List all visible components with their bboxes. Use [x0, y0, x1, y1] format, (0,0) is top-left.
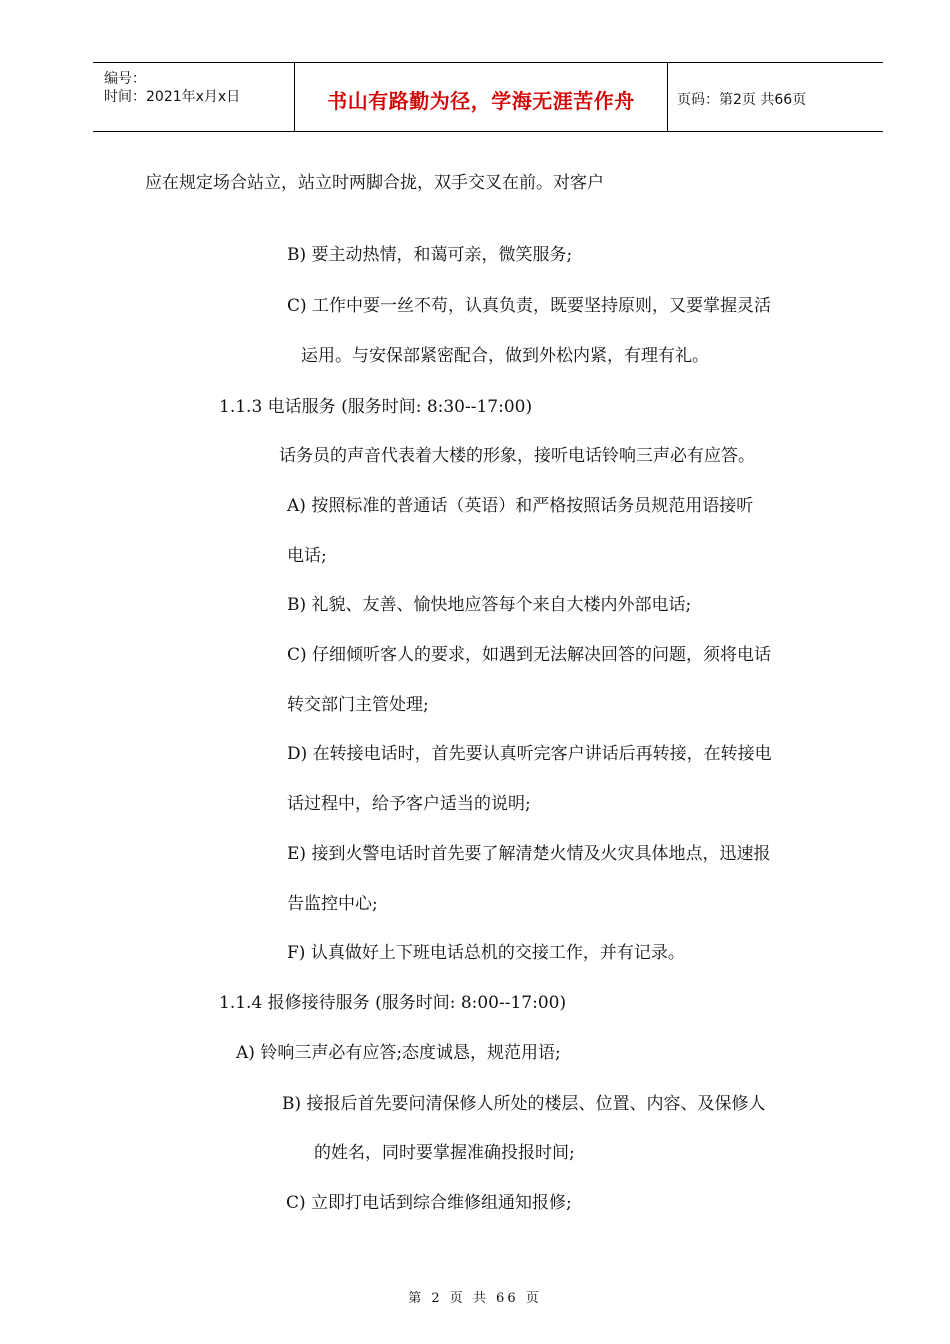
body-line: C) 立即打电话到综合维修组通知报修; [286, 1193, 572, 1213]
body-line: 话过程中，给予客户适当的说明; [287, 794, 531, 814]
body-line: B) 礼貌、友善、愉快地应答每个来自大楼内外部电话; [287, 595, 692, 615]
body-line: 应在规定场合站立，站立时两脚合拢，双手交叉在前。对客户 [145, 173, 604, 193]
body-line: 运用。与安保部紧密配合，做到外松内紧，有理有礼。 [301, 346, 709, 366]
section-heading: 1.1.4 报修接待服务 (服务时间: 8:00--17:00) [219, 993, 567, 1013]
body-line: F) 认真做好上下班电话总机的交接工作，并有记录。 [287, 943, 685, 963]
body-line: B) 要主动热情，和蔼可亲，微笑服务; [287, 245, 573, 265]
body-line: 电话; [287, 546, 327, 566]
body-line: D) 在转接电话时，首先要认真听完客户讲话后再转接，在转接电 [287, 744, 772, 764]
page-info: 页码：第2页 共66页 [677, 92, 807, 108]
motto: 书山有路勤为径，学海无涯苦作舟 [327, 89, 635, 113]
page-footer: 第 2 页 共 66 页 [408, 1291, 542, 1306]
body-line: C) 仔细倾听客人的要求，如遇到无法解决回答的问题，须将电话 [287, 645, 772, 665]
body-line: A) 铃响三声必有应答;态度诚恳，规范用语; [236, 1043, 561, 1063]
body-line: C) 工作中要一丝不苟，认真负责，既要坚持原则，又要掌握灵活 [287, 296, 772, 316]
time-label: 时间：2021年x月x日 [104, 89, 241, 105]
document-header [93, 62, 883, 132]
body-line: 转交部门主管处理; [287, 695, 429, 715]
number-label: 编号： [104, 71, 146, 87]
section-heading: 1.1.3 电话服务 (服务时间: 8:30--17:00) [219, 397, 533, 417]
header-page-cell [667, 63, 883, 131]
body-line: A) 按照标准的普通话（英语）和严格按照话务员规范用语接听 [287, 496, 754, 516]
body-line: 话务员的声音代表着大楼的形象，接听电话铃响三声必有应答。 [279, 446, 755, 466]
body-line: B) 接报后首先要问清保修人所处的楼层、位置、内容、及保修人 [282, 1094, 766, 1114]
body-line: 的姓名，同时要掌握准确投报时间; [314, 1143, 575, 1163]
header-motto-cell [294, 63, 668, 131]
header-left-cell [93, 63, 294, 131]
body-line: E) 接到火警电话时首先要了解清楚火情及火灾具体地点，迅速报 [287, 844, 771, 864]
body-line: 告监控中心; [287, 894, 378, 914]
